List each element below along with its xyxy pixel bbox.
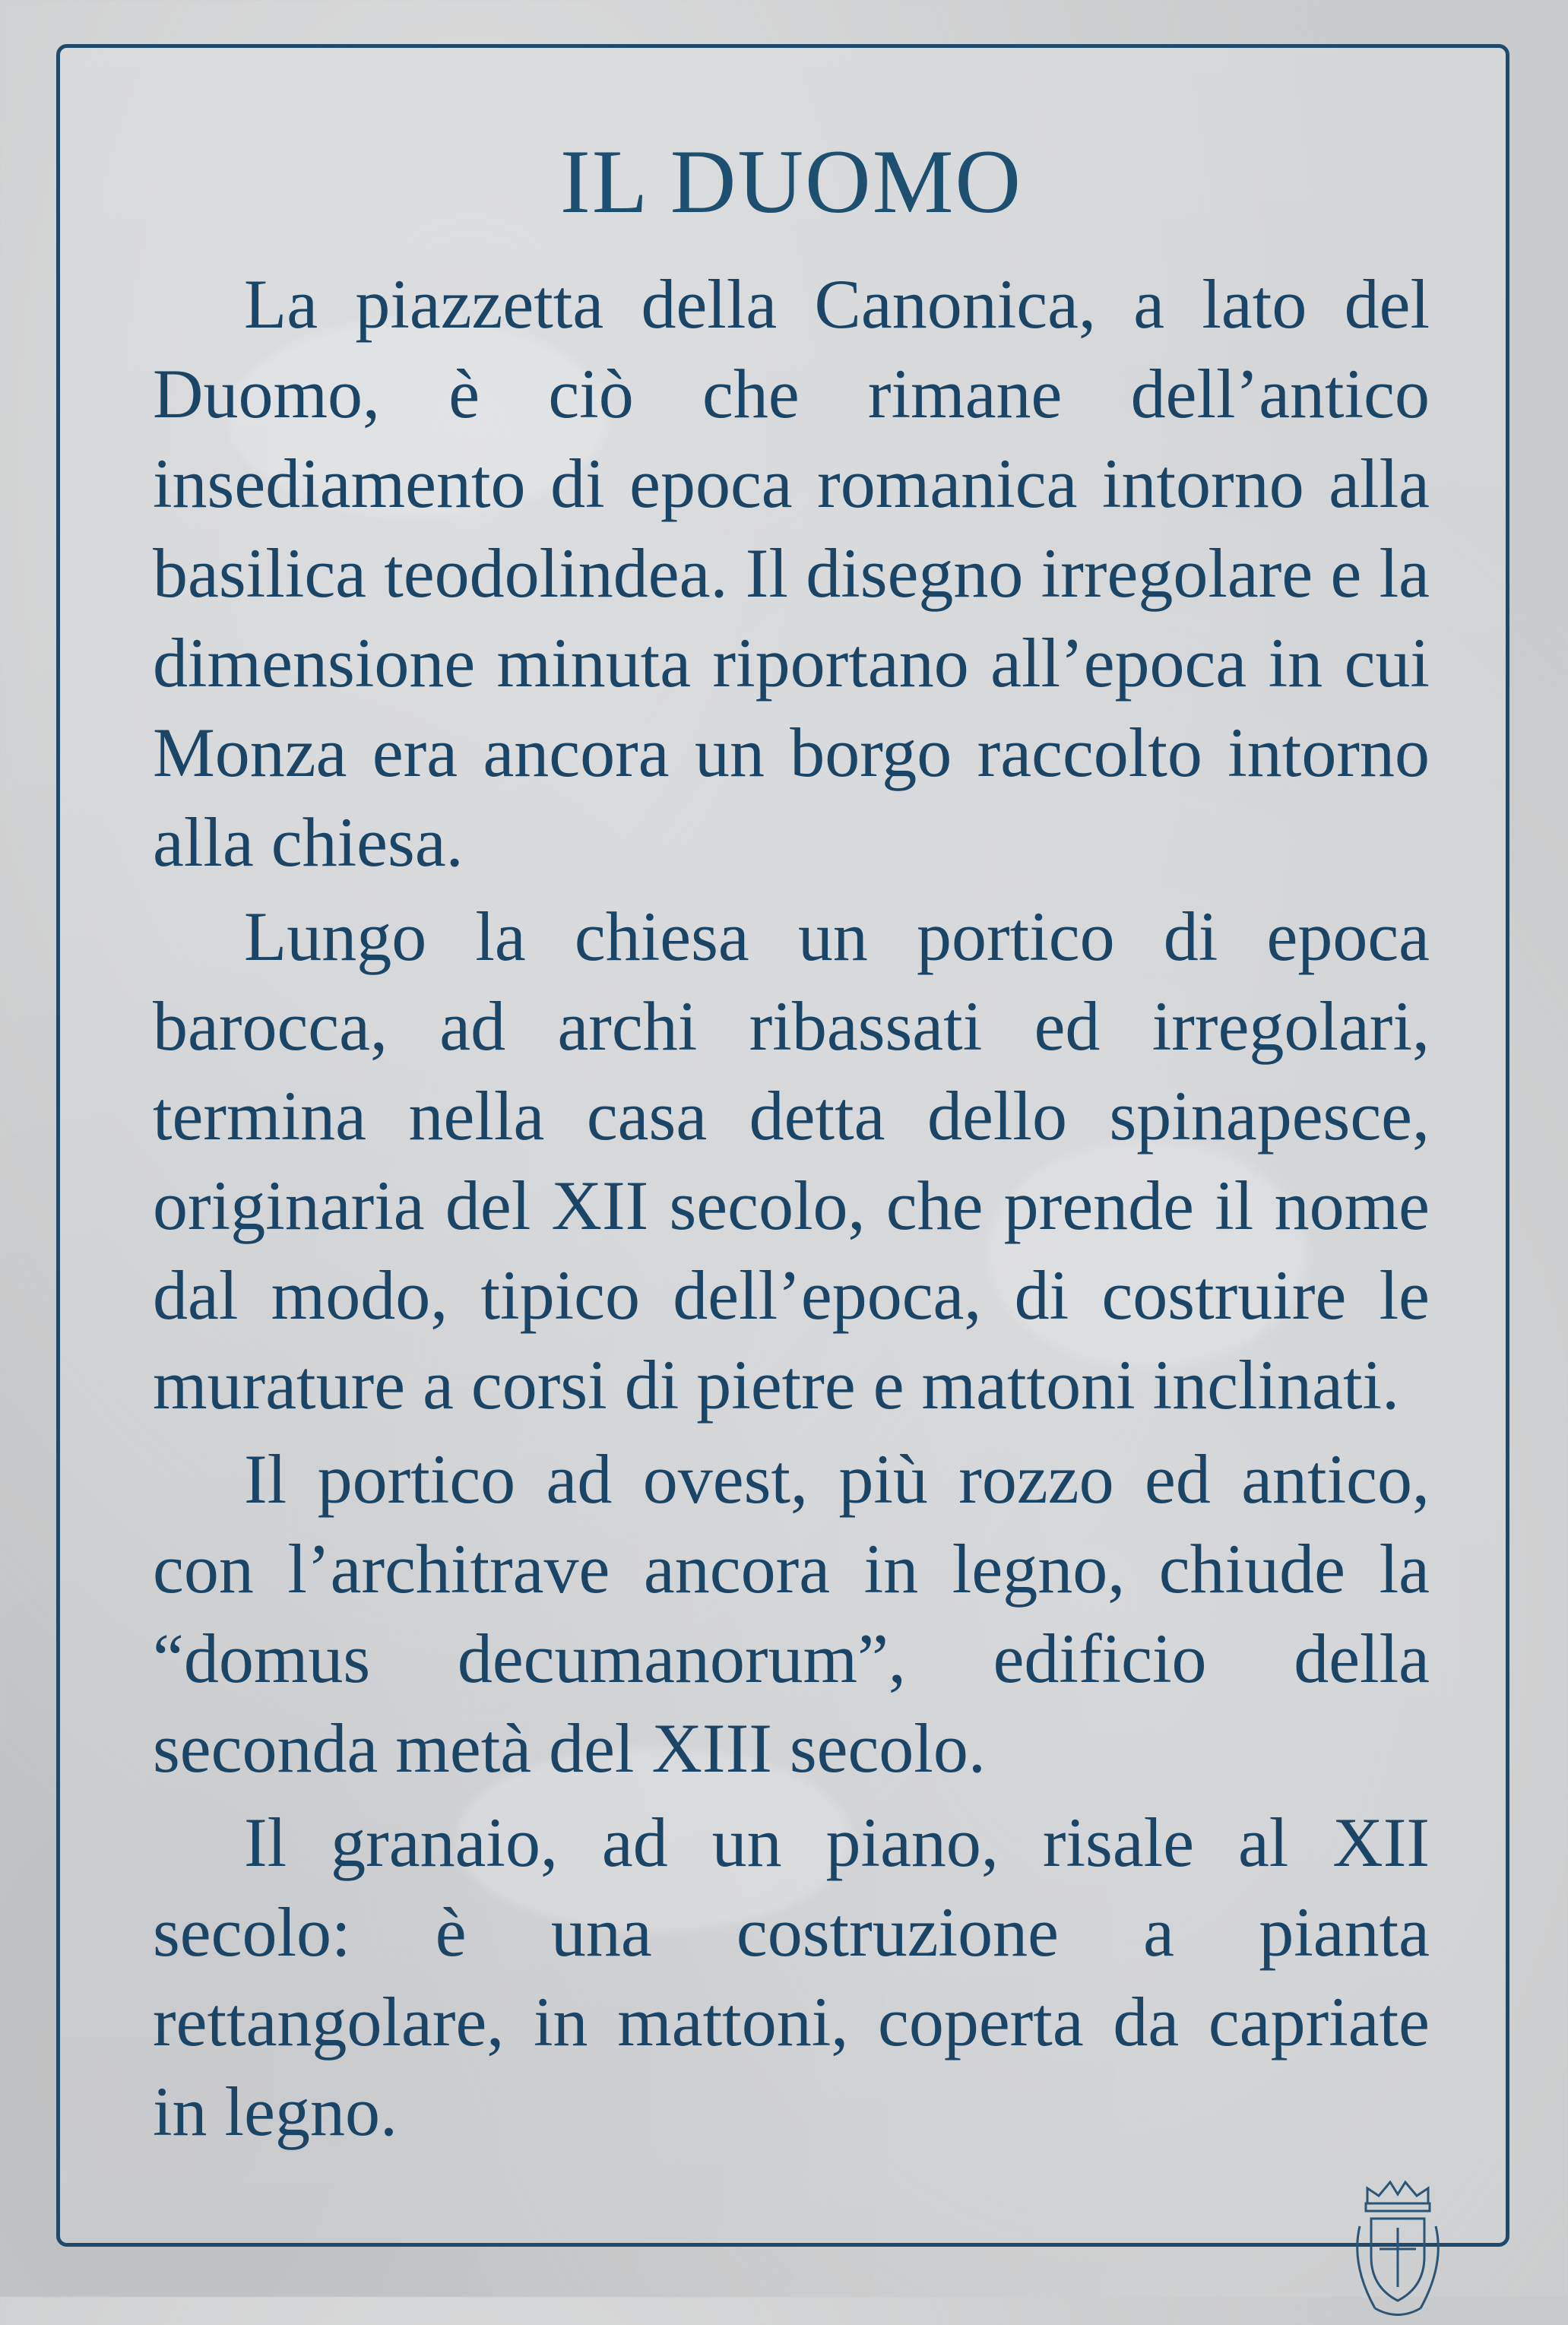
sign-title: IL DUOMO	[559, 131, 1023, 232]
sign-content	[153, 131, 1430, 2156]
coat-of-arms-icon	[1337, 2173, 1459, 2325]
information-sign	[56, 44, 1509, 2247]
paragraph-granaio: Il granaio, ad un piano, risale al XII secolo: è una costruzione a pianta rettangolare, in mattoni, coperta da capriate in legno.	[153, 1804, 1430, 2150]
paragraph-portico-ovest: Il portico ad ovest, più rozzo ed antico, con l’architrave ancora in legno, chiude la “domus decumanorum”, edificio della seconda metà del XIII secolo.	[153, 1440, 1430, 1787]
paragraph-portico-barocco: Lungo la chiesa un portico di epoca barocca, ad archi ribassati ed irregolari, termina nella casa detta dello spinapesce, originaria del XII secolo, che prende il nome dal modo, tipico dell’epoca, di costruire le murature a corsi di pietre e mattoni inclinati.	[153, 898, 1430, 1424]
paragraph-canonica: La piazzetta della Canonica, a lato del Duomo, è ciò che rimane dell’antico insediamento di epoca romanica intorno alla basilica teodolindea. Il disegno irregolare e la dimensione minuta riportano all’epoca in cui Monza era ancora un borgo raccolto intorno alla chiesa.	[153, 265, 1430, 881]
